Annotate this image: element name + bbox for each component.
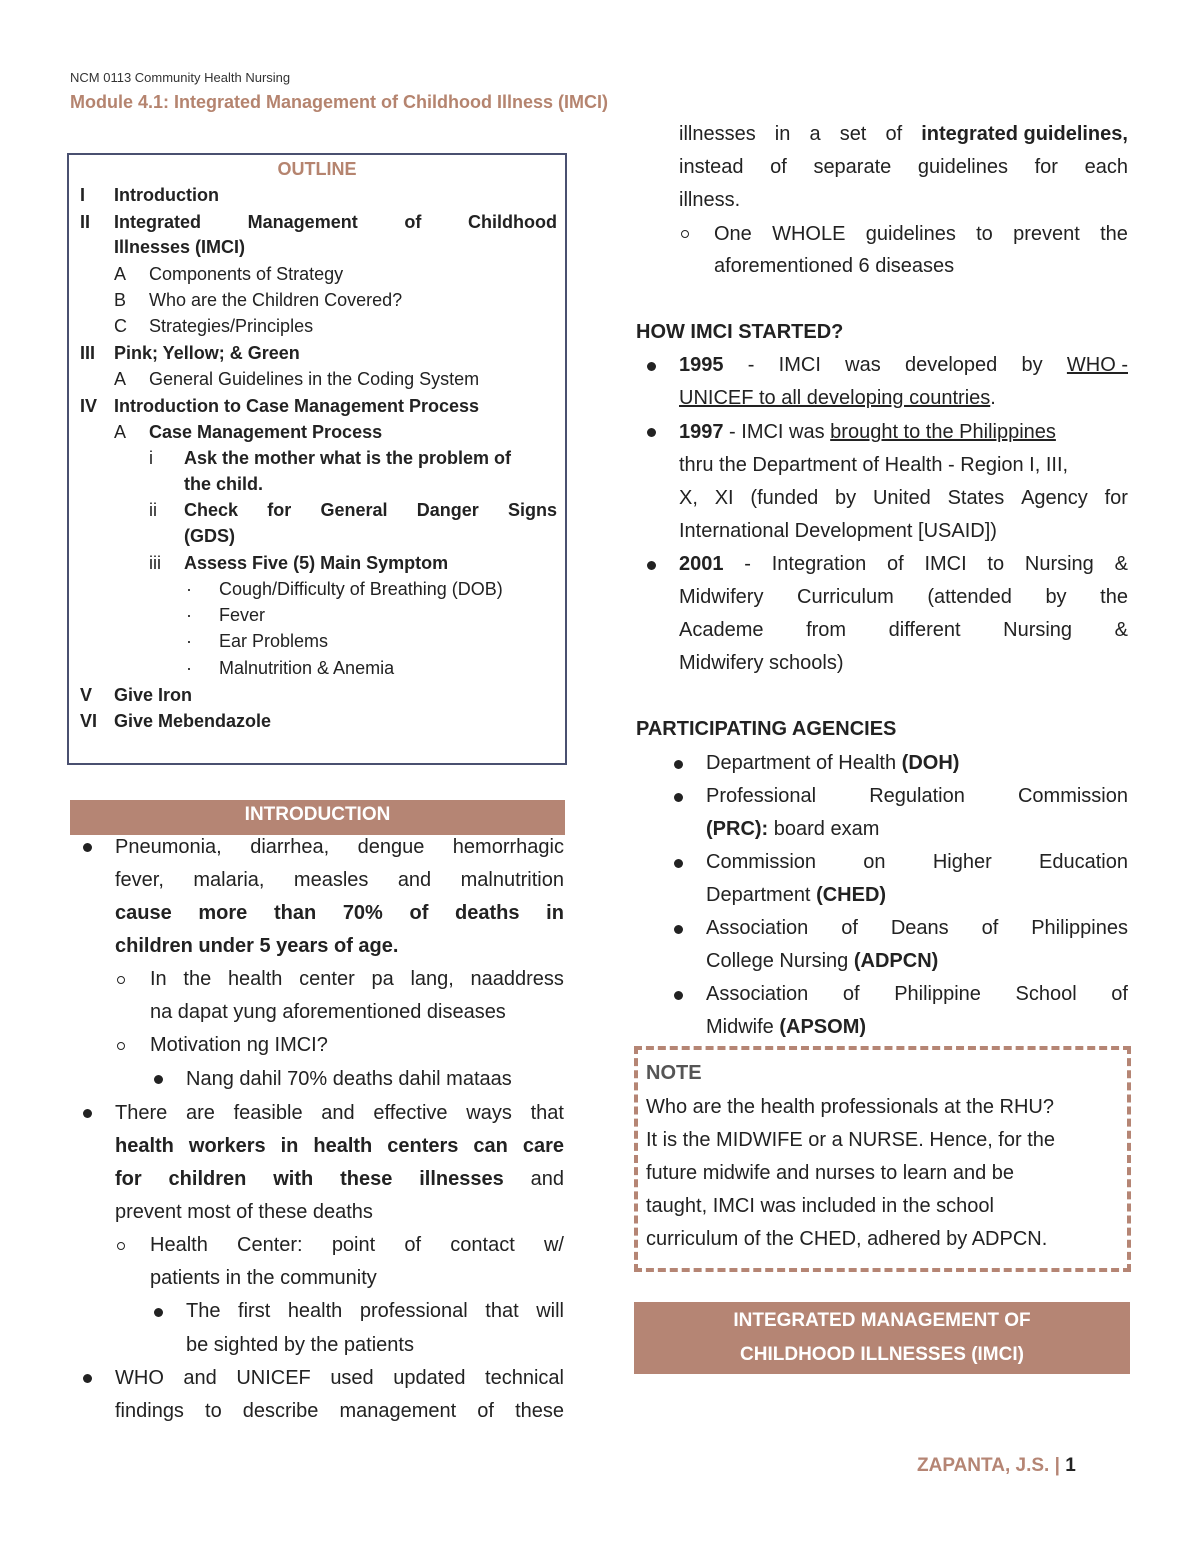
intro-line: Nang dahil 70% deaths dahil mataas bbox=[186, 1068, 512, 1090]
word: General bbox=[320, 500, 388, 520]
word: lang, bbox=[410, 968, 454, 990]
word: naaddress bbox=[470, 968, 564, 990]
word: of bbox=[886, 553, 904, 575]
word: of bbox=[477, 1400, 494, 1422]
right-line bbox=[706, 747, 959, 780]
outline-num: A bbox=[114, 369, 127, 389]
imci-section-header bbox=[634, 1302, 1130, 1374]
word: WHO bbox=[115, 1367, 164, 1389]
bullet-icon bbox=[674, 991, 683, 1000]
word: & bbox=[1114, 553, 1128, 575]
intro-line bbox=[115, 864, 564, 897]
word: deaths bbox=[455, 902, 520, 924]
word: In bbox=[150, 968, 167, 990]
note-title: NOTE bbox=[646, 1062, 702, 1084]
circle-bullet-icon bbox=[117, 976, 125, 984]
word: in bbox=[546, 902, 564, 924]
intro-line bbox=[115, 1395, 564, 1428]
outline-item-text bbox=[184, 497, 557, 523]
right-line bbox=[679, 548, 1128, 581]
word: of bbox=[1111, 983, 1128, 1005]
word: are bbox=[185, 1102, 215, 1124]
word: malnutrition bbox=[460, 869, 564, 891]
word: findings bbox=[115, 1400, 184, 1422]
word: dengue bbox=[357, 836, 425, 858]
word: effective bbox=[373, 1102, 448, 1124]
bullet-icon bbox=[674, 760, 683, 769]
circle-bullet-icon bbox=[681, 230, 689, 238]
outline-item-text: Illnesses (IMCI) bbox=[114, 237, 246, 257]
word: will bbox=[536, 1300, 564, 1322]
word: of bbox=[981, 917, 999, 939]
page-footer bbox=[917, 1455, 1076, 1477]
note-line: future midwife and nurses to learn and be bbox=[646, 1162, 1014, 1184]
word: integrated guidelines, bbox=[921, 123, 1128, 145]
outline-item-text: Give Iron bbox=[114, 685, 193, 705]
word: & bbox=[1114, 619, 1128, 641]
bullet-icon bbox=[154, 1308, 163, 1317]
word: IMCI bbox=[924, 553, 967, 575]
word: States bbox=[947, 487, 1005, 509]
outline-item-text: Ear Problems bbox=[219, 631, 329, 651]
word: point bbox=[331, 1234, 376, 1256]
outline-num: A bbox=[114, 264, 127, 284]
word: by bbox=[1045, 586, 1067, 608]
word: ways bbox=[466, 1102, 512, 1124]
word: on bbox=[863, 851, 886, 873]
word: Association bbox=[706, 917, 809, 939]
word: WHOLE bbox=[772, 223, 846, 245]
note-line: Who are the health professionals at the RHU? bbox=[646, 1096, 1054, 1118]
outline-num: I bbox=[80, 185, 86, 205]
outline-num: VI bbox=[80, 711, 98, 731]
word: Commission bbox=[706, 851, 817, 873]
word: the bbox=[1100, 586, 1128, 608]
word: Academe bbox=[679, 619, 764, 641]
word: that bbox=[530, 1102, 564, 1124]
outline-num: II bbox=[80, 212, 91, 232]
word: for bbox=[115, 1168, 142, 1190]
outline-title: OUTLINE bbox=[277, 159, 357, 179]
word: Center: bbox=[237, 1234, 303, 1256]
underlined-text: brought to the Philippines bbox=[830, 421, 1056, 443]
word: by bbox=[1021, 354, 1043, 376]
word: and bbox=[530, 1168, 564, 1190]
word: different bbox=[888, 619, 961, 641]
intro-line bbox=[115, 831, 564, 864]
word: developed bbox=[904, 354, 998, 376]
year: 1995 bbox=[679, 354, 724, 376]
right-line bbox=[679, 581, 1128, 614]
right-line bbox=[679, 614, 1128, 647]
word: prevent bbox=[1013, 223, 1080, 245]
outline-num: V bbox=[80, 685, 93, 705]
word: of bbox=[770, 156, 787, 178]
footer-author: ZAPANTA, J.S. | bbox=[917, 1455, 1066, 1476]
word: and bbox=[397, 869, 432, 891]
word: these bbox=[515, 1400, 564, 1422]
word: fever, bbox=[115, 869, 164, 891]
word: guidelines bbox=[865, 223, 956, 245]
text: (APSOM) bbox=[779, 1016, 867, 1038]
word: hemorrhagic bbox=[452, 836, 564, 858]
word: One bbox=[714, 223, 752, 245]
word: illnesses bbox=[679, 123, 756, 145]
word: Association bbox=[706, 983, 809, 1005]
right-line bbox=[679, 349, 1128, 382]
word: Signs bbox=[507, 500, 557, 520]
intro-line bbox=[186, 1295, 564, 1328]
outline-item-text: Malnutrition & Anemia bbox=[219, 658, 395, 678]
right-line: aforementioned 6 diseases bbox=[714, 255, 955, 277]
word: w/ bbox=[543, 1234, 564, 1256]
outline-item-text: Case Management Process bbox=[149, 422, 383, 442]
word: centers bbox=[387, 1135, 459, 1157]
right-line bbox=[679, 416, 1056, 449]
word: Nursing bbox=[1024, 553, 1094, 575]
word: Agency bbox=[1021, 487, 1088, 509]
right-line bbox=[706, 1011, 866, 1044]
intro-line bbox=[115, 1097, 564, 1130]
word: (funded bbox=[750, 487, 819, 509]
right-line: thru the Department of Health - Region I, III, bbox=[679, 454, 1069, 476]
outline-num: iii bbox=[149, 553, 161, 573]
text: (CHED) bbox=[816, 884, 887, 906]
intro-line bbox=[115, 1163, 564, 1196]
text: Department bbox=[706, 884, 817, 906]
right-line bbox=[706, 912, 1128, 945]
introduction-header: INTRODUCTION bbox=[70, 800, 565, 835]
intro-line: be sighted by the patients bbox=[186, 1334, 414, 1356]
word: Deans bbox=[890, 917, 949, 939]
word: by bbox=[835, 487, 857, 509]
word: Professional bbox=[706, 785, 817, 807]
word: Midwifery bbox=[679, 586, 764, 608]
outline-num: A bbox=[114, 422, 127, 442]
outline-item-text: Introduction to Case Management Process bbox=[114, 396, 480, 416]
outline-num: C bbox=[114, 316, 127, 336]
how-imci-started-title: HOW IMCI STARTED? bbox=[636, 321, 844, 343]
circle-bullet-icon bbox=[117, 1042, 125, 1050]
word: with bbox=[273, 1168, 314, 1190]
word: guidelines bbox=[917, 156, 1008, 178]
word: health bbox=[227, 968, 283, 990]
word: was bbox=[845, 354, 881, 376]
right-line bbox=[706, 945, 938, 978]
outline-num: B bbox=[114, 290, 127, 310]
year: 1997 bbox=[679, 421, 724, 443]
outline-item-text: (GDS) bbox=[184, 526, 235, 546]
outline-item-text: Components of Strategy bbox=[149, 264, 344, 284]
outline-item-text: Introduction bbox=[114, 185, 219, 205]
bullet-icon bbox=[647, 561, 656, 570]
word: IMCI bbox=[778, 354, 821, 376]
bullet-icon bbox=[83, 1109, 92, 1118]
word: health bbox=[313, 1135, 373, 1157]
word: for bbox=[1104, 487, 1128, 509]
word: Higher bbox=[932, 851, 992, 873]
word: Health bbox=[150, 1234, 208, 1256]
right-line bbox=[706, 978, 1128, 1011]
right-line: Midwifery schools) bbox=[679, 652, 844, 674]
outline-item-text bbox=[114, 209, 557, 235]
bullet-icon bbox=[647, 428, 656, 437]
participating-agencies-title: PARTICIPATING AGENCIES bbox=[636, 718, 897, 740]
bullet-icon bbox=[674, 925, 683, 934]
outline-item-text: Fever bbox=[219, 605, 266, 625]
right-line bbox=[714, 218, 1128, 251]
word: cause bbox=[115, 902, 172, 924]
intro-line: na dapat yung aforementioned diseases bbox=[150, 1001, 506, 1023]
word: updated bbox=[393, 1367, 466, 1389]
word: pa bbox=[371, 968, 394, 990]
word: Philippine bbox=[894, 983, 981, 1005]
word: WHO - bbox=[1066, 354, 1128, 376]
word: UNICEF bbox=[236, 1367, 311, 1389]
word: of bbox=[409, 902, 429, 924]
word: of bbox=[885, 123, 903, 145]
right-line: illness. bbox=[679, 189, 741, 211]
word: these bbox=[340, 1168, 393, 1190]
word: and bbox=[183, 1367, 217, 1389]
word: of bbox=[842, 983, 860, 1005]
circle-bullet-icon bbox=[117, 1242, 125, 1250]
word: center bbox=[299, 968, 355, 990]
word: - bbox=[744, 553, 751, 575]
word: in bbox=[774, 123, 791, 145]
word: illnesses bbox=[419, 1168, 504, 1190]
right-line bbox=[679, 482, 1128, 515]
punct: . bbox=[990, 387, 996, 409]
word: - bbox=[747, 354, 755, 376]
word: 70% bbox=[342, 902, 383, 924]
note-line: curriculum of the CHED, adhered by ADPCN. bbox=[646, 1228, 1048, 1250]
word: can bbox=[473, 1135, 508, 1157]
word: Philippines bbox=[1031, 917, 1128, 939]
page-number: 1 bbox=[1065, 1455, 1076, 1476]
word: contact bbox=[450, 1234, 515, 1256]
word: Education bbox=[1039, 851, 1128, 873]
right-line bbox=[679, 118, 1128, 151]
word: Curriculum bbox=[797, 586, 894, 608]
bullet-icon bbox=[154, 1075, 163, 1084]
word: Pneumonia, bbox=[115, 836, 222, 858]
right-line bbox=[706, 846, 1128, 879]
word: There bbox=[115, 1102, 168, 1124]
right-line bbox=[706, 879, 886, 912]
word: Nursing bbox=[1003, 619, 1073, 641]
year: 2001 bbox=[679, 553, 724, 575]
word: Regulation bbox=[869, 785, 965, 807]
word: professional bbox=[359, 1300, 468, 1322]
word: (attended bbox=[927, 586, 1012, 608]
word: that bbox=[485, 1300, 519, 1322]
outline-num: ii bbox=[149, 500, 157, 520]
word: describe bbox=[242, 1400, 319, 1422]
word: Integration bbox=[771, 553, 867, 575]
bullet-icon bbox=[83, 1374, 92, 1383]
text: (DOH) bbox=[901, 752, 960, 774]
header-line: INTEGRATED MANAGEMENT OF bbox=[733, 1310, 1031, 1331]
text: board exam bbox=[768, 818, 880, 840]
bullet-icon bbox=[674, 793, 683, 802]
word: United bbox=[872, 487, 931, 509]
text: (PRC): bbox=[706, 818, 769, 840]
word: of bbox=[404, 212, 422, 232]
word: in bbox=[280, 1135, 299, 1157]
word: first bbox=[238, 1300, 271, 1322]
word: to bbox=[205, 1400, 222, 1422]
word: Integrated bbox=[114, 212, 202, 232]
word: the bbox=[183, 968, 212, 990]
word: each bbox=[1084, 156, 1128, 178]
word: separate bbox=[813, 156, 892, 178]
word: to bbox=[987, 553, 1005, 575]
outline-item-text: Assess Five (5) Main Symptom bbox=[184, 553, 449, 573]
word: XI bbox=[714, 487, 734, 509]
outline-num: i bbox=[149, 448, 153, 468]
word: instead bbox=[679, 156, 744, 178]
right-line bbox=[679, 151, 1128, 184]
bullet-icon bbox=[674, 859, 683, 868]
intro-line: children under 5 years of age. bbox=[115, 935, 399, 957]
word: Check bbox=[184, 500, 239, 520]
right-line bbox=[706, 813, 879, 846]
word: Childhood bbox=[468, 212, 557, 232]
word: The bbox=[186, 1300, 221, 1322]
word: Danger bbox=[416, 500, 479, 520]
sub-bullet: · bbox=[186, 605, 192, 625]
word: of bbox=[841, 917, 858, 939]
intro-line bbox=[150, 963, 564, 996]
outline-item-text: Give Mebendazole bbox=[114, 711, 272, 731]
intro-line: Motivation ng IMCI? bbox=[150, 1034, 328, 1056]
word: measles bbox=[293, 869, 369, 891]
word: used bbox=[330, 1367, 374, 1389]
outline-item-text: Strategies/Principles bbox=[149, 316, 314, 336]
word: health bbox=[115, 1135, 174, 1157]
word: the bbox=[1100, 223, 1128, 245]
course-title: NCM 0113 Community Health Nursing bbox=[70, 70, 291, 85]
text: - IMCI was bbox=[723, 421, 831, 443]
bullet-icon bbox=[83, 843, 92, 852]
word: and bbox=[321, 1102, 355, 1124]
word: health bbox=[287, 1300, 343, 1322]
intro-line: patients in the community bbox=[150, 1267, 377, 1289]
outline-item-text: Pink; Yellow; & Green bbox=[114, 343, 300, 363]
outline-item-text: Ask the mother what is the problem of bbox=[184, 448, 512, 468]
text: (ADPCN) bbox=[853, 950, 939, 972]
text: Midwife bbox=[706, 1016, 780, 1038]
underlined-text: UNICEF to all developing countries bbox=[679, 387, 991, 409]
word: feasible bbox=[233, 1102, 303, 1124]
right-line bbox=[679, 382, 996, 415]
word: from bbox=[806, 619, 847, 641]
outline-num: III bbox=[80, 343, 96, 363]
outline-item-text: Who are the Children Covered? bbox=[149, 290, 403, 310]
word: for bbox=[1034, 156, 1058, 178]
outline-item-text: General Guidelines in the Coding System bbox=[149, 369, 480, 389]
intro-line: prevent most of these deaths bbox=[115, 1201, 373, 1223]
word: for bbox=[267, 500, 292, 520]
word: technical bbox=[485, 1367, 564, 1389]
right-line: International Development [USAID]) bbox=[679, 520, 997, 542]
note-line: It is the MIDWIFE or a NURSE. Hence, for the bbox=[646, 1129, 1056, 1151]
text: College Nursing bbox=[706, 950, 854, 972]
outline-box bbox=[67, 153, 567, 765]
header-line: CHILDHOOD ILLNESSES (IMCI) bbox=[740, 1344, 1024, 1365]
word: than bbox=[273, 902, 317, 924]
sub-bullet: · bbox=[186, 631, 192, 651]
word: workers bbox=[188, 1135, 266, 1157]
word: management bbox=[339, 1400, 457, 1422]
right-line bbox=[706, 780, 1128, 813]
intro-line bbox=[115, 1130, 564, 1163]
intro-line bbox=[115, 897, 564, 930]
word: of bbox=[404, 1234, 422, 1256]
word: diarrhea, bbox=[250, 836, 330, 858]
note-line: taught, IMCI was included in the school bbox=[646, 1195, 994, 1217]
outline-item bbox=[80, 182, 85, 208]
word: malaria, bbox=[193, 869, 265, 891]
word: Management bbox=[247, 212, 358, 232]
bullet-icon bbox=[647, 362, 656, 371]
word: set bbox=[839, 123, 867, 145]
word: School bbox=[1015, 983, 1077, 1005]
sub-bullet: · bbox=[186, 579, 192, 599]
word: care bbox=[522, 1135, 564, 1157]
outline-num: IV bbox=[80, 396, 98, 416]
word: children bbox=[168, 1168, 247, 1190]
text: Department of Health bbox=[706, 752, 902, 774]
word: X, bbox=[679, 487, 698, 509]
intro-line bbox=[150, 1229, 564, 1262]
word: a bbox=[809, 123, 821, 145]
word: more bbox=[198, 902, 248, 924]
sub-bullet: · bbox=[186, 658, 192, 678]
intro-line bbox=[115, 1362, 564, 1395]
module-title: Module 4.1: Integrated Management of Childhood Illness (IMCI) bbox=[70, 92, 609, 112]
outline-item-text: Cough/Difficulty of Breathing (DOB) bbox=[219, 579, 503, 599]
word: Commission bbox=[1017, 785, 1128, 807]
word: to bbox=[976, 223, 993, 245]
outline-item-text: the child. bbox=[184, 474, 264, 494]
